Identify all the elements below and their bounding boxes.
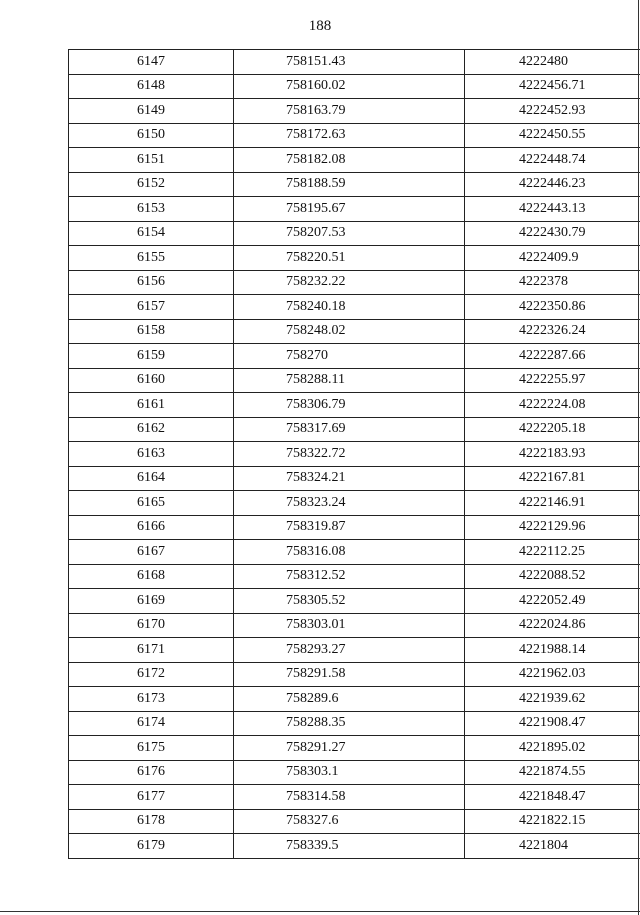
y-coordinate-cell: 4222350.86	[465, 295, 640, 320]
x-coordinate-cell: 758232.22	[234, 270, 465, 295]
y-coordinate-cell: 4222452.93	[465, 99, 640, 124]
table-row	[69, 613, 640, 638]
point-id-cell: 6168	[69, 564, 234, 589]
y-coordinate-cell: 4221908.47	[465, 711, 640, 736]
y-coordinate-cell: 4222129.96	[465, 515, 640, 540]
y-coordinate-cell: 4222480	[465, 50, 640, 75]
point-id-cell: 6148	[69, 74, 234, 99]
point-id-cell: 6159	[69, 344, 234, 369]
x-coordinate-cell: 758327.6	[234, 809, 465, 834]
point-id-cell: 6149	[69, 99, 234, 124]
table-row	[69, 491, 640, 516]
point-id-cell: 6165	[69, 491, 234, 516]
table-row	[69, 172, 640, 197]
x-coordinate-cell: 758188.59	[234, 172, 465, 197]
y-coordinate-cell: 4222409.9	[465, 246, 640, 271]
y-coordinate-cell: 4222446.23	[465, 172, 640, 197]
table-row	[69, 711, 640, 736]
table-row	[69, 442, 640, 467]
y-coordinate-cell: 4221822.15	[465, 809, 640, 834]
table-row	[69, 344, 640, 369]
x-coordinate-cell: 758220.51	[234, 246, 465, 271]
point-id-cell: 6158	[69, 319, 234, 344]
y-coordinate-cell: 4221988.14	[465, 638, 640, 663]
table-row	[69, 123, 640, 148]
x-coordinate-cell: 758291.27	[234, 736, 465, 761]
x-coordinate-cell: 758306.79	[234, 393, 465, 418]
scan-edge-right	[638, 0, 639, 915]
coordinate-table	[68, 49, 606, 859]
table-row	[69, 589, 640, 614]
table-row	[69, 760, 640, 785]
point-id-cell: 6155	[69, 246, 234, 271]
x-coordinate-cell: 758291.58	[234, 662, 465, 687]
point-id-cell: 6166	[69, 515, 234, 540]
table-row	[69, 50, 640, 75]
table-body	[69, 50, 640, 859]
y-coordinate-cell: 4221895.02	[465, 736, 640, 761]
point-id-cell: 6162	[69, 417, 234, 442]
x-coordinate-cell: 758314.58	[234, 785, 465, 810]
x-coordinate-cell: 758270	[234, 344, 465, 369]
table-row	[69, 197, 640, 222]
point-id-cell: 6173	[69, 687, 234, 712]
x-coordinate-cell: 758207.53	[234, 221, 465, 246]
point-id-cell: 6147	[69, 50, 234, 75]
x-coordinate-cell: 758248.02	[234, 319, 465, 344]
table-row	[69, 393, 640, 418]
table-row	[69, 687, 640, 712]
y-coordinate-cell: 4222205.18	[465, 417, 640, 442]
table-row	[69, 99, 640, 124]
y-coordinate-cell: 4222224.08	[465, 393, 640, 418]
y-coordinate-cell: 4222167.81	[465, 466, 640, 491]
table-row	[69, 295, 640, 320]
point-id-cell: 6167	[69, 540, 234, 565]
x-coordinate-cell: 758303.01	[234, 613, 465, 638]
point-id-cell: 6175	[69, 736, 234, 761]
x-coordinate-cell: 758293.27	[234, 638, 465, 663]
table-row	[69, 564, 640, 589]
y-coordinate-cell: 4221962.03	[465, 662, 640, 687]
point-id-cell: 6150	[69, 123, 234, 148]
point-id-cell: 6156	[69, 270, 234, 295]
x-coordinate-cell: 758303.1	[234, 760, 465, 785]
x-coordinate-cell: 758151.43	[234, 50, 465, 75]
point-id-cell: 6152	[69, 172, 234, 197]
table-row	[69, 368, 640, 393]
point-id-cell: 6164	[69, 466, 234, 491]
table-row	[69, 515, 640, 540]
point-id-cell: 6169	[69, 589, 234, 614]
y-coordinate-cell: 4222287.66	[465, 344, 640, 369]
point-id-cell: 6170	[69, 613, 234, 638]
y-coordinate-cell: 4222430.79	[465, 221, 640, 246]
coordinate-table-grid	[68, 49, 640, 859]
scan-edge-bottom	[0, 911, 640, 912]
x-coordinate-cell: 758316.08	[234, 540, 465, 565]
table-row	[69, 736, 640, 761]
point-id-cell: 6176	[69, 760, 234, 785]
point-id-cell: 6177	[69, 785, 234, 810]
y-coordinate-cell: 4222146.91	[465, 491, 640, 516]
point-id-cell: 6178	[69, 809, 234, 834]
table-row	[69, 662, 640, 687]
x-coordinate-cell: 758182.08	[234, 148, 465, 173]
table-row	[69, 638, 640, 663]
y-coordinate-cell: 4221848.47	[465, 785, 640, 810]
table-row	[69, 319, 640, 344]
y-coordinate-cell: 4222255.97	[465, 368, 640, 393]
y-coordinate-cell: 4221939.62	[465, 687, 640, 712]
x-coordinate-cell: 758323.24	[234, 491, 465, 516]
table-row	[69, 417, 640, 442]
x-coordinate-cell: 758288.11	[234, 368, 465, 393]
x-coordinate-cell: 758339.5	[234, 834, 465, 859]
y-coordinate-cell: 4222024.86	[465, 613, 640, 638]
table-row	[69, 785, 640, 810]
page-number: 188	[308, 18, 332, 34]
y-coordinate-cell: 4222088.52	[465, 564, 640, 589]
x-coordinate-cell: 758160.02	[234, 74, 465, 99]
x-coordinate-cell: 758288.35	[234, 711, 465, 736]
table-row	[69, 148, 640, 173]
point-id-cell: 6174	[69, 711, 234, 736]
table-row	[69, 809, 640, 834]
table-row	[69, 221, 640, 246]
point-id-cell: 6163	[69, 442, 234, 467]
y-coordinate-cell: 4222378	[465, 270, 640, 295]
y-coordinate-cell: 4221804	[465, 834, 640, 859]
point-id-cell: 6153	[69, 197, 234, 222]
point-id-cell: 6154	[69, 221, 234, 246]
y-coordinate-cell: 4222326.24	[465, 319, 640, 344]
y-coordinate-cell: 4222052.49	[465, 589, 640, 614]
point-id-cell: 6172	[69, 662, 234, 687]
x-coordinate-cell: 758312.52	[234, 564, 465, 589]
x-coordinate-cell: 758289.6	[234, 687, 465, 712]
x-coordinate-cell: 758172.63	[234, 123, 465, 148]
x-coordinate-cell: 758317.69	[234, 417, 465, 442]
y-coordinate-cell: 4222183.93	[465, 442, 640, 467]
x-coordinate-cell: 758305.52	[234, 589, 465, 614]
x-coordinate-cell: 758324.21	[234, 466, 465, 491]
point-id-cell: 6171	[69, 638, 234, 663]
y-coordinate-cell: 4222450.55	[465, 123, 640, 148]
table-row	[69, 834, 640, 859]
x-coordinate-cell: 758163.79	[234, 99, 465, 124]
table-row	[69, 466, 640, 491]
table-row	[69, 270, 640, 295]
point-id-cell: 6157	[69, 295, 234, 320]
x-coordinate-cell: 758322.72	[234, 442, 465, 467]
point-id-cell: 6179	[69, 834, 234, 859]
y-coordinate-cell: 4222456.71	[465, 74, 640, 99]
table-row	[69, 246, 640, 271]
point-id-cell: 6161	[69, 393, 234, 418]
x-coordinate-cell: 758195.67	[234, 197, 465, 222]
y-coordinate-cell: 4221874.55	[465, 760, 640, 785]
y-coordinate-cell: 4222443.13	[465, 197, 640, 222]
y-coordinate-cell: 4222112.25	[465, 540, 640, 565]
table-row	[69, 74, 640, 99]
x-coordinate-cell: 758319.87	[234, 515, 465, 540]
x-coordinate-cell: 758240.18	[234, 295, 465, 320]
point-id-cell: 6160	[69, 368, 234, 393]
point-id-cell: 6151	[69, 148, 234, 173]
y-coordinate-cell: 4222448.74	[465, 148, 640, 173]
table-row	[69, 540, 640, 565]
